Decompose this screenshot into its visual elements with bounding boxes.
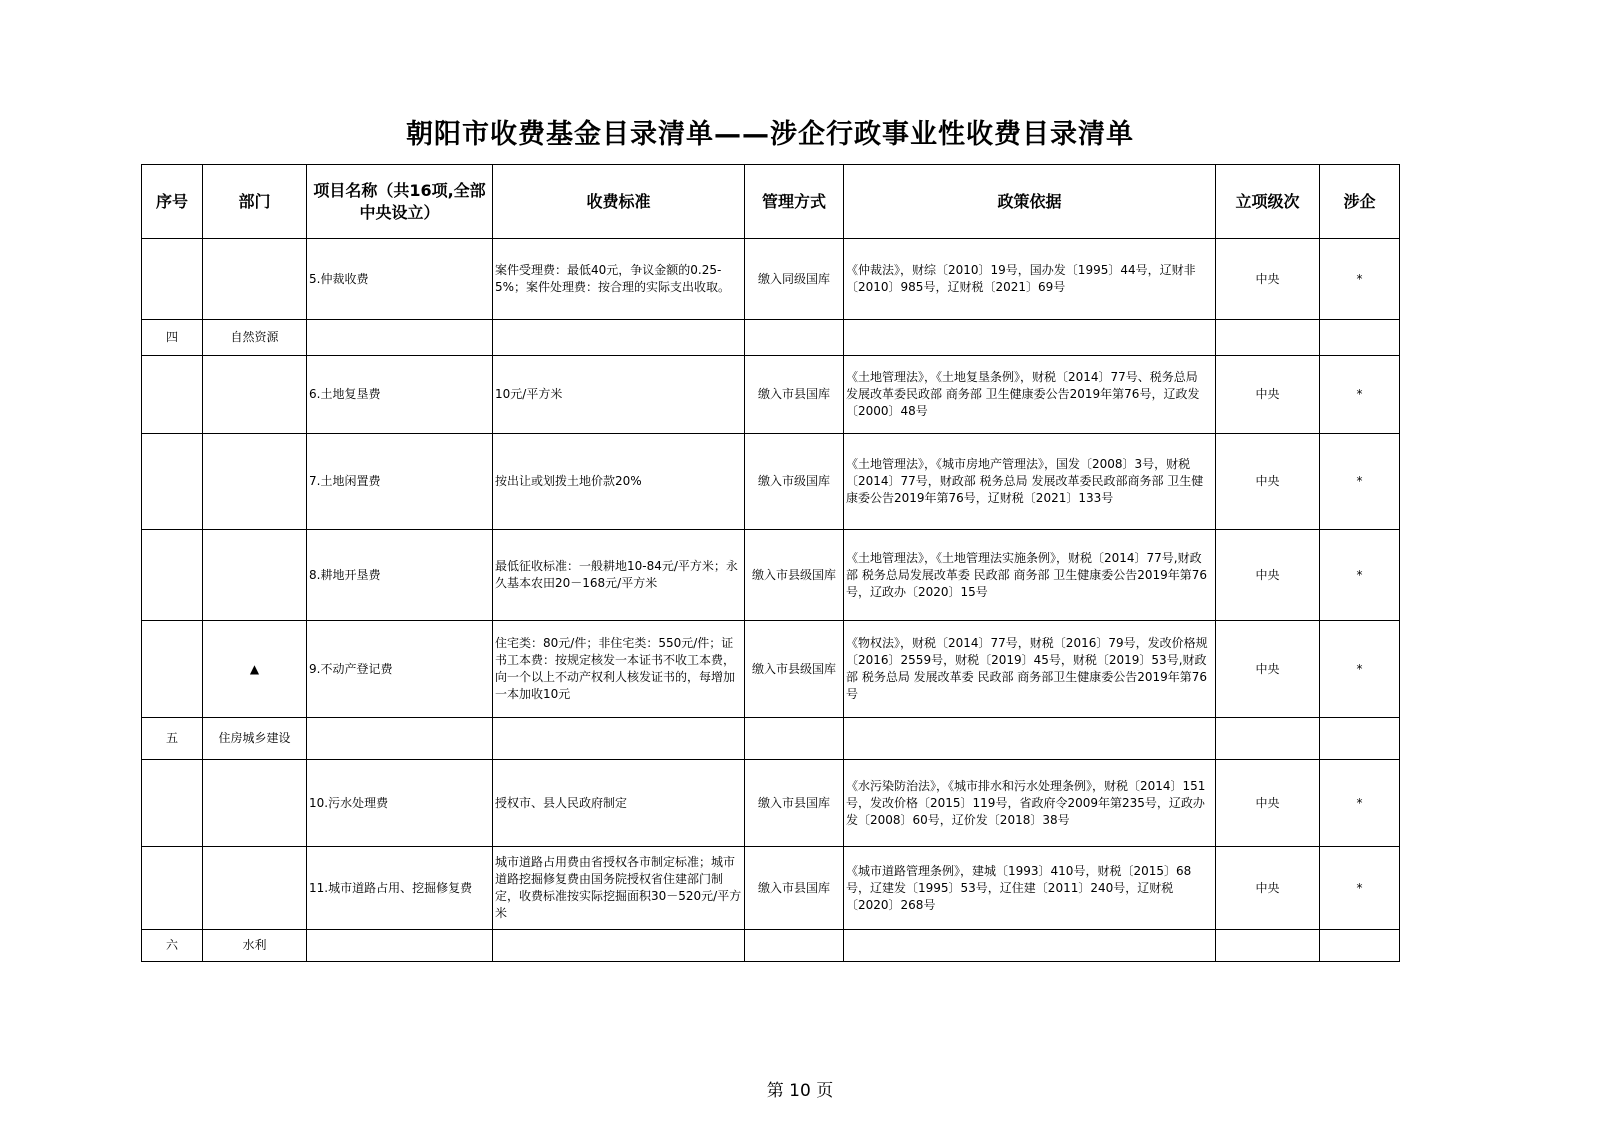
- table-row: [142, 530, 1400, 621]
- cell-item: [307, 930, 493, 962]
- cell-level: 中央: [1216, 356, 1320, 434]
- fee-table: [141, 164, 1400, 962]
- cell-enterprise: [1320, 718, 1400, 760]
- table-row: [142, 434, 1400, 530]
- cell-basis: 《土地管理法》，《土地管理法实施条例》，财税〔2014〕77号,财政部 税务总局发展改革委 民政部 商务部 卫生健康委公告2019年第76号，辽政办〔2020〕15号: [844, 530, 1216, 621]
- page-title: 朝阳市收费基金目录清单——涉企行政事业性收费目录清单: [406, 119, 1134, 150]
- cell-enterprise: *: [1320, 434, 1400, 530]
- cell-mgmt: 缴入同级国库: [745, 239, 844, 320]
- cell-seq: [142, 621, 203, 718]
- cell-enterprise: *: [1320, 760, 1400, 847]
- cell-basis: [844, 930, 1216, 962]
- triangle-marker-icon: ▲: [203, 621, 307, 718]
- cell-enterprise: *: [1320, 239, 1400, 320]
- page-number: 第 10 页: [766, 1081, 834, 1101]
- cell-basis: [844, 718, 1216, 760]
- cell-level: 中央: [1216, 621, 1320, 718]
- cell-seq: 六: [142, 930, 203, 962]
- cell-standard: 授权市、县人民政府制定: [493, 760, 745, 847]
- table-row: [142, 356, 1400, 434]
- cell-item: 10.污水处理费: [307, 760, 493, 847]
- cell-standard: 城市道路占用费由省授权各市制定标准；城市道路挖掘修复费由国务院授权省住建部门制定，收费标准按实际挖掘面积30－520元/平方米: [493, 847, 745, 930]
- cell-level: 中央: [1216, 530, 1320, 621]
- cell-standard: 案件受理费：最低40元，争议金额的0.25-5%；案件处理费：按合理的实际支出收取。: [493, 239, 745, 320]
- cell-item: [307, 320, 493, 356]
- cell-mgmt: [745, 320, 844, 356]
- cell-item: 7.土地闲置费: [307, 434, 493, 530]
- cell-standard: [493, 320, 745, 356]
- header-item: 项目名称（共16项,全部中央设立）: [307, 165, 493, 239]
- header-mgmt: 管理方式: [745, 165, 844, 239]
- cell-mgmt: [745, 718, 844, 760]
- cell-dept: [203, 530, 307, 621]
- cell-enterprise: [1320, 930, 1400, 962]
- cell-seq: [142, 760, 203, 847]
- cell-dept: [203, 239, 307, 320]
- cell-dept: [203, 847, 307, 930]
- cell-basis: 《土地管理法》，《土地复垦条例》，财税〔2014〕77号、税务总局 发展改革委民政部 商务部 卫生健康委公告2019年第76号，辽政发〔2000〕48号: [844, 356, 1216, 434]
- cell-enterprise: *: [1320, 530, 1400, 621]
- cell-level: 中央: [1216, 434, 1320, 530]
- header-dept: 部门: [203, 165, 307, 239]
- cell-mgmt: 缴入市县级国库: [745, 530, 844, 621]
- cell-item: 5.仲裁收费: [307, 239, 493, 320]
- table-row: [142, 320, 1400, 356]
- cell-seq: 五: [142, 718, 203, 760]
- cell-mgmt: [745, 930, 844, 962]
- table-row: [142, 621, 1400, 718]
- cell-item: 6.土地复垦费: [307, 356, 493, 434]
- cell-standard: [493, 718, 745, 760]
- cell-dept: [203, 356, 307, 434]
- header-seq: 序号: [142, 165, 203, 239]
- cell-item: 8.耕地开垦费: [307, 530, 493, 621]
- cell-level: 中央: [1216, 760, 1320, 847]
- cell-mgmt: 缴入市县级国库: [745, 621, 844, 718]
- cell-item: 11.城市道路占用、挖掘修复费: [307, 847, 493, 930]
- header-enterprise: 涉企: [1320, 165, 1400, 239]
- cell-basis: 《土地管理法》，《城市房地产管理法》，国发〔2008〕3号，财税〔2014〕77号，财政部 税务总局 发展改革委民政部商务部 卫生健康委公告2019年第76号，辽财税〔2021〕133号: [844, 434, 1216, 530]
- cell-basis: 《仲裁法》，财综〔2010〕19号，国办发〔1995〕44号，辽财非〔2010〕985号，辽财税〔2021〕69号: [844, 239, 1216, 320]
- cell-seq: [142, 239, 203, 320]
- table-row: [142, 718, 1400, 760]
- cell-enterprise: *: [1320, 621, 1400, 718]
- cell-item: [307, 718, 493, 760]
- cell-enterprise: *: [1320, 847, 1400, 930]
- cell-standard: [493, 930, 745, 962]
- cell-mgmt: 缴入市级国库: [745, 434, 844, 530]
- header-standard: 收费标准: [493, 165, 745, 239]
- header-level: 立项级次: [1216, 165, 1320, 239]
- cell-seq: [142, 847, 203, 930]
- table-row: [142, 930, 1400, 962]
- cell-item: 9.不动产登记费: [307, 621, 493, 718]
- cell-basis: [844, 320, 1216, 356]
- cell-dept: [203, 760, 307, 847]
- cell-level: 中央: [1216, 847, 1320, 930]
- cell-enterprise: *: [1320, 356, 1400, 434]
- cell-basis: 《城市道路管理条例》，建城〔1993〕410号，财税〔2015〕68号，辽建发〔1995〕53号，辽住建〔2011〕240号，辽财税〔2020〕268号: [844, 847, 1216, 930]
- cell-standard: 10元/平方米: [493, 356, 745, 434]
- cell-dept: 住房城乡建设: [203, 718, 307, 760]
- cell-level: [1216, 320, 1320, 356]
- table-header-row: [142, 165, 1400, 239]
- cell-mgmt: 缴入市县国库: [745, 760, 844, 847]
- cell-dept: 自然资源: [203, 320, 307, 356]
- cell-level: 中央: [1216, 239, 1320, 320]
- cell-enterprise: [1320, 320, 1400, 356]
- table-row: [142, 239, 1400, 320]
- cell-level: [1216, 718, 1320, 760]
- cell-dept: 水利: [203, 930, 307, 962]
- table-row: [142, 760, 1400, 847]
- cell-seq: [142, 530, 203, 621]
- table-row: [142, 847, 1400, 930]
- cell-seq: [142, 356, 203, 434]
- cell-basis: 《水污染防治法》，《城市排水和污水处理条例》，财税〔2014〕151号，发改价格〔2015〕119号，省政府令2009年第235号，辽政办发〔2008〕60号，辽价发〔2018〕38号: [844, 760, 1216, 847]
- cell-standard: 最低征收标准：一般耕地10-84元/平方米；永久基本农田20－168元/平方米: [493, 530, 745, 621]
- cell-basis: 《物权法》，财税〔2014〕77号，财税〔2016〕79号，发改价格规〔2016〕2559号，财税〔2019〕45号，财税〔2019〕53号,财政部 税务总局 发展改革委 民政部 商务部卫生健康委公告2019年第76号: [844, 621, 1216, 718]
- cell-mgmt: 缴入市县国库: [745, 356, 844, 434]
- cell-seq: 四: [142, 320, 203, 356]
- header-basis: 政策依据: [844, 165, 1216, 239]
- cell-dept: [203, 434, 307, 530]
- cell-mgmt: 缴入市县国库: [745, 847, 844, 930]
- cell-level: [1216, 930, 1320, 962]
- cell-standard: 住宅类：80元/件；非住宅类：550元/件；证书工本费：按规定核发一本证书不收工本费，向一个以上不动产权利人核发证书的，每增加一本加收10元: [493, 621, 745, 718]
- cell-seq: [142, 434, 203, 530]
- cell-standard: 按出让或划拨土地价款20%: [493, 434, 745, 530]
